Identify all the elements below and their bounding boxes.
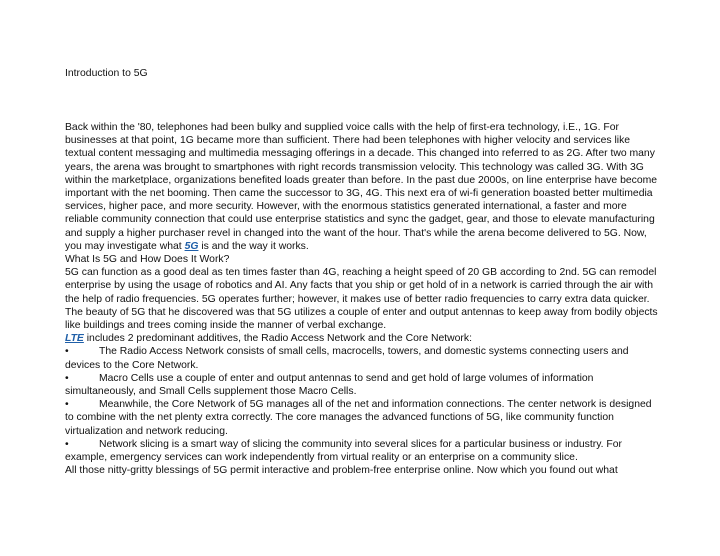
bullet-marker: •	[65, 438, 69, 450]
bullet-marker: •	[65, 372, 69, 384]
link-5g[interactable]: 5G	[184, 240, 199, 252]
lte-text: includes 2 predominant additives, the Radio Access Network and the Core Network:	[83, 333, 472, 345]
list-item-text: The Radio Access Network consists of small cells, macrocells, towers, and domestic systems connecting users and devices to the Core Network.	[65, 346, 629, 371]
list-item-text: Network slicing is a smart way of slicing the community into several slices for a particular business or industry. For example, emergency services can work independently from virtual reality or an enterprise on a community slice.	[65, 438, 622, 464]
list-item	[65, 398, 659, 438]
page-title: Introduction to 5G	[65, 68, 148, 79]
section-heading: What Is 5G and How Does It Work?	[65, 254, 230, 266]
list-item	[65, 372, 659, 398]
intro-text-end: is and the way it works.	[198, 240, 309, 252]
intro-text: Back within the '80, telephones had been bulky and supplied voice calls with the help of first-era technology, i.E., 1G. For businesses at that point, 1G became more than sufficient. There had been telephones with higher velocity and services like textual content messaging and multimedia messaging offerings in a decade. This changed into referred to as 2G. After two many years, the arena was brought to smartphones with right records transmission velocity. This technology was called 3G. With 3G within the marketplace, organizations benefited loads greater than before. In the past due 2000s, on line enterprise have become important with the net booming. Then came the successor to 3G, 4G. This next era of wi-fi generation boasted better multimedia services, higher pace, and more security. However, with the enormous statistics generated international, a faster and more reliable community connection that could use enterprise statistics and sync the gadget, gear, and those to elevate manufacturing and supply a higher purchaser revel in changed into the want of the hour. That's while the arena become delivered to 5G. Now, you may investigate what	[65, 122, 658, 252]
bullet-marker: •	[65, 346, 69, 358]
list-item-text: Macro Cells use a couple of enter and output antennas to send and get hold of large volumes of information simultaneously, and Small Cells supplement those Macro Cells.	[65, 372, 594, 398]
lte-paragraph	[65, 332, 659, 345]
speed-paragraph: 5G can function as a good deal as ten times faster than 4G, reaching a height speed of 20 GB according to 2nd. 5G can remodel enterprise by using the usage of robotics and AI. Any facts that you ship or get hold of in a network is carried through the air with the help of radio frequencies. 5G operates further; however, it makes use of better radio frequencies to carry extra data quicker. The beauty of 5G that he discovered was that 5G utilizes a couple of enter and output antennas to keep away from bodily objects like buildings and trees coming inside the manner of verbal exchange.	[65, 267, 658, 332]
bullet-marker: •	[65, 399, 69, 411]
intro-paragraph	[65, 121, 659, 253]
document-body	[65, 121, 659, 477]
list-item	[65, 438, 659, 464]
list-item-text: Meanwhile, the Core Network of 5G manages all of the net and information connections. The center network is designed to combine with the net plenty extra correctly. The core manages the advanced functions of 5G, like community function virtualization and network reducing.	[65, 399, 652, 437]
link-lte[interactable]: LTE	[65, 333, 84, 345]
closing-paragraph: All those nitty-gritty blessings of 5G permit interactive and problem-free enterprise online. Now which you found out what	[65, 465, 618, 477]
list-item	[65, 345, 659, 371]
